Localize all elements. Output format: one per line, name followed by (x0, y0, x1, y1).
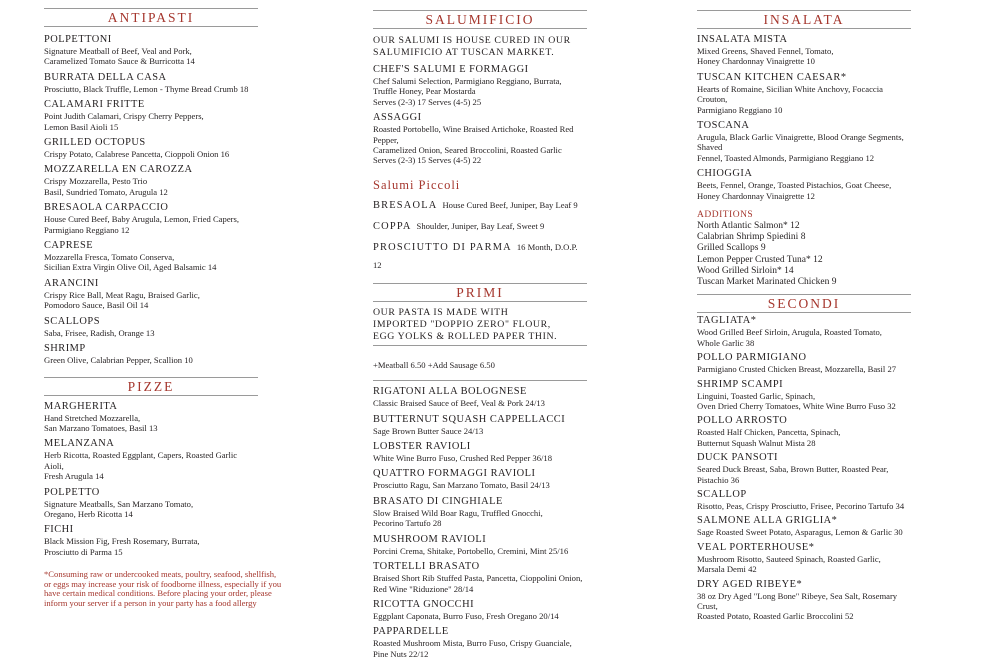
menu-item (697, 579, 911, 622)
menu-item-name: SHRIMP (44, 343, 86, 355)
menu-item-name: TORTELLI BRASATO (373, 561, 480, 573)
intro-line: EGG YOLKS & ROLLED PAPER THIN. (373, 330, 558, 342)
column-middle (373, 0, 587, 659)
menu-item (373, 496, 587, 529)
menu-item-name: CHIOGGIA (697, 168, 753, 180)
menu-item-description: Honey Chardonnay Vinaigrette 12 (697, 190, 815, 201)
menu-item (697, 515, 911, 537)
menu-item (44, 164, 258, 197)
intro-line: OUR PASTA IS MADE WITH (373, 306, 509, 318)
disclaimer-line: inform your server if a person in your party has a food allergy (44, 597, 257, 608)
menu-item-name: CAPRESE (44, 240, 94, 252)
menu-item (44, 343, 258, 365)
menu-item-description: Hand Stretched Mozzarella, (44, 412, 141, 423)
addition-item: Tuscan Market Marinated Chicken 9 (697, 277, 837, 288)
menu-item-description: Prosciutto di Parma 15 (44, 546, 123, 557)
menu-item-description: Crispy Mozzarella, Pesto Trio (44, 176, 148, 187)
menu-item (44, 487, 258, 520)
menu-item-description: Beets, Fennel, Orange, Toasted Pistachios, Goat Cheese, (697, 180, 892, 191)
menu-item-description: Point Judith Calamari, Crispy Cherry Peppers, (44, 111, 204, 122)
disclaimer-line: or eggs may increase your risk of foodborne illness, especially if you (44, 578, 282, 589)
menu-item-description: Braised Short Rib Stuffed Pasta, Pancetta, Cioppolini Onion, (373, 573, 583, 584)
menu-item (697, 542, 911, 575)
salumi-piccoli-title: Salumi Piccoli (373, 177, 461, 192)
menu-item-name: BURRATA DELLA CASA (44, 71, 167, 83)
primi-addons: +Meatball 6.50 +Add Sausage 6.50 (373, 359, 495, 370)
menu-item-name: SHRIMP SCAMPI (697, 378, 784, 390)
antipasti-list (44, 34, 258, 366)
menu-item-name: POLPETTONI (44, 34, 112, 45)
menu-item-name: BRESAOLA CARPACCIO (44, 202, 169, 214)
menu-item-description: Butternut Squash Walnut Mista 28 (697, 437, 816, 448)
menu-item-name: TAGLIATA* (697, 315, 757, 327)
menu-item-description: Sage Brown Butter Sauce 24/13 (373, 425, 484, 436)
addition-item: Calabrian Shrimp Spiedini 8 (697, 232, 806, 243)
menu-item-description: Porcini Crema, Shitake, Portobello, Cremini, Mint 25/16 (373, 545, 569, 556)
menu-item (373, 599, 587, 621)
menu-item (373, 626, 587, 659)
menu-item-description: Herb Ricotta, Roasted Eggplant, Capers, Roasted Garlic Aioli, (44, 450, 238, 471)
menu-item-description: Eggplant Caponata, Burro Fuso, Fresh Oregano 20/14 (373, 610, 559, 621)
pizze-list (44, 401, 258, 558)
menu-item-name: MARGHERITA (44, 400, 118, 412)
menu-item (44, 438, 258, 481)
section-title-salumificio: SALUMIFICIO (373, 10, 587, 29)
menu-item-description: Whole Garlic 38 (697, 337, 755, 348)
addition-item: Lemon Pepper Crusted Tuna* 12 (697, 254, 823, 265)
menu-item-description: Oven Dried Cherry Tomatoes, White Wine Burro Fuso 32 (697, 400, 896, 411)
menu-item (373, 468, 587, 490)
piccoli-item-description: Shoulder, Juniper, Bay Leaf, Sweet 9 (416, 220, 545, 231)
additions-list (697, 221, 911, 288)
menu-item-name: POLLO ARROSTO (697, 415, 788, 427)
menu-item-name: TUSCAN KITCHEN CAESAR* (697, 71, 847, 83)
piccoli-item-name: COPPA (373, 220, 412, 232)
menu-item (44, 202, 258, 235)
menu-item-description: Pecorino Tartufo 28 (373, 518, 442, 529)
menu-item-name: MUSHROOM RAVIOLI (373, 533, 487, 545)
menu-item-name: SCALLOP (697, 488, 747, 500)
menu-item-description: Sage Roasted Sweet Potato, Asparagus, Lemon & Garlic 30 (697, 527, 903, 538)
menu-item-description: Parmigiano Crusted Chicken Breast, Mozzarella, Basil 27 (697, 364, 897, 375)
salumi-piccoli-item (373, 195, 587, 213)
menu-item-description: Roasted Half Chicken, Pancetta, Spinach, (697, 427, 841, 438)
salumi-piccoli-item (373, 216, 587, 234)
menu-item-name: VEAL PORTERHOUSE* (697, 541, 815, 553)
menu-item-description: Sicilian Extra Virgin Olive Oil, Aged Balsamic 14 (44, 262, 217, 273)
menu-item-name: GRILLED OCTOPUS (44, 137, 146, 149)
menu-item-description: Roasted Mushroom Mista, Burro Fuso, Crispy Guanciale, (373, 638, 572, 649)
menu-item-description: Signature Meatballs, San Marzano Tomato, (44, 498, 194, 509)
menu-item-name: MELANZANA (44, 438, 115, 450)
section-title-secondi: SECONDI (697, 294, 911, 313)
intro-line: SALUMIFICIO AT TUSCAN MARKET. (373, 47, 555, 58)
menu-item-description: Serves (2-3) 15 Serves (4-5) 22 (373, 155, 482, 166)
menu-item-description: Mixed Greens, Shaved Fennel, Tomato, (697, 46, 834, 56)
menu-item-description: Serves (2-3) 17 Serves (4-5) 25 (373, 96, 482, 107)
menu-item-name: SALMONE ALLA GRIGLIA* (697, 515, 838, 527)
menu-item-name: RIGATONI ALLA BOLOGNESE (373, 386, 527, 398)
section-title-primi: PRIMI (373, 283, 587, 302)
primi-intro (373, 307, 587, 343)
menu-item-name: DUCK PANSOTI (697, 452, 778, 464)
menu-item-name: CHEF'S SALUMI E FORMAGGI (373, 64, 529, 75)
menu-item (44, 401, 258, 434)
menu-item-description: Parmigiano Reggiano 12 (44, 224, 130, 235)
menu-item-name: CALAMARI FRITTE (44, 99, 145, 111)
menu-item-description: Fennel, Toasted Almonds, Parmigiano Reggiano 12 (697, 152, 875, 163)
menu-item-description: Linguini, Toasted Garlic, Spinach, (697, 390, 816, 401)
menu-item-name: DRY AGED RIBEYE* (697, 578, 803, 590)
secondi-list (697, 315, 911, 622)
menu-item-description: Fresh Arugula 14 (44, 471, 104, 482)
menu-item-description: Truffle Honey, Pear Mostarda (373, 86, 476, 97)
primi-list (373, 386, 587, 659)
menu-item-description: Basil, Sundried Tomato, Arugula 12 (44, 186, 168, 197)
menu-item-description: House Cured Beef, Baby Arugula, Lemon, Fried Capers, (44, 214, 239, 225)
menu-item-name: POLPETTO (44, 486, 100, 498)
menu-item (44, 137, 258, 159)
menu-item-name: QUATTRO FORMAGGI RAVIOLI (373, 468, 536, 480)
menu-item-name: PAPPARDELLE (373, 626, 449, 638)
disclaimer-line: have certain medical conditions. Before placing your order, please (44, 588, 272, 599)
menu-item (697, 352, 911, 374)
menu-item (44, 240, 258, 273)
disclaimer-line: *Consuming raw or undercooked meats, poultry, seafood, shellfish, (44, 569, 277, 580)
menu-item-name: LOBSTER RAVIOLI (373, 441, 471, 453)
menu-item-description: Oregano, Herb Ricotta 14 (44, 508, 133, 519)
menu-item-description: Risotto, Peas, Crispy Prosciutto, Frisee, Pecorino Tartufo 34 (697, 500, 905, 511)
piccoli-item-description: 16 Month, D.O.P. 12 (373, 241, 578, 270)
menu-item-description: San Marzano Tomatoes, Basil 13 (44, 422, 158, 433)
menu-item-description: Black Mission Fig, Fresh Rosemary, Burrata, (44, 536, 200, 547)
menu-item-name: TOSCANA (697, 120, 750, 132)
menu-item-name: POLLO PARMIGIANO (697, 352, 807, 364)
menu-item-description: Caramelized Tomato Sauce & Burricotta 14 (44, 56, 195, 67)
menu-item-description: Signature Meatball of Beef, Veal and Pork, (44, 46, 192, 56)
menu-item-name: MOZZARELLA EN CAROZZA (44, 164, 193, 176)
menu-item-description: Pomodoro Sauce, Basil Oil 14 (44, 300, 149, 311)
salumificio-intro (373, 35, 587, 59)
addition-item: Wood Grilled Sirloin* 14 (697, 265, 794, 276)
menu-item-description: Green Olive, Calabrian Pepper, Scallion 10 (44, 355, 193, 366)
section-title-insalata: INSALATA (697, 10, 911, 29)
menu-item (373, 441, 587, 463)
menu-item-description: Prosciutto, Black Truffle, Lemon - Thyme Bread Crumb 18 (44, 83, 249, 94)
menu-item-description: Lemon Basil Aioli 15 (44, 121, 119, 132)
menu-item-description: Seared Duck Breast, Saba, Brown Butter, Roasted Pear, (697, 464, 889, 475)
intro-line: OUR SALUMI IS HOUSE CURED IN OUR (373, 35, 571, 46)
section-title-pizze: PIZZE (44, 377, 258, 396)
menu-item (697, 34, 911, 67)
menu-item (697, 72, 911, 115)
menu-item (373, 386, 587, 408)
section-title-antipasti: ANTIPASTI (44, 8, 258, 27)
menu-item (373, 561, 587, 594)
menu-item-description: Crispy Potato, Calabrese Pancetta, Cioppoli Onion 16 (44, 149, 230, 160)
salumi-piccoli-item (373, 237, 587, 273)
menu-item-description: Roasted Portobello, Wine Braised Artichoke, Roasted Red Pepper, (373, 124, 574, 145)
menu-item-description: Classic Braised Sauce of Beef, Veal & Pork 24/13 (373, 398, 545, 409)
menu-item-name: BUTTERNUT SQUASH CAPPELLACCI (373, 413, 566, 425)
menu-item-description: Saba, Frisee, Radish, Orange 13 (44, 327, 155, 338)
menu-item-description: Marsala Demi 42 (697, 564, 757, 575)
menu-item-description: Arugula, Black Garlic Vinaigrette, Blood Orange Segments, Shaved (697, 132, 904, 153)
additions-title: ADDITIONS (697, 210, 754, 221)
menu-item-name: ASSAGGI (373, 112, 422, 124)
salumi-piccoli-list (373, 195, 587, 273)
menu-item-name: INSALATA MISTA (697, 34, 788, 45)
menu-item (697, 315, 911, 348)
menu-item-description: Pistachio 36 (697, 474, 740, 485)
menu-item (373, 534, 587, 556)
menu-item (697, 489, 911, 511)
menu-item (44, 72, 258, 94)
intro-line: IMPORTED "DOPPIO ZERO" FLOUR, (373, 318, 551, 330)
menu-item-description: Crispy Rice Ball, Meat Ragu, Braised Garlic, (44, 289, 200, 300)
menu-item (697, 168, 911, 201)
menu-item (44, 99, 258, 132)
menu-item-description: Mozzarella Fresca, Tomato Conserva, (44, 252, 175, 263)
piccoli-item-name: PROSCIUTTO DI PARMA (373, 241, 512, 253)
menu-item-description: Roasted Potato, Roasted Garlic Broccolini 52 (697, 611, 854, 622)
menu-item-description: Chef Salumi Selection, Parmigiano Reggiano, Burrata, (373, 76, 562, 86)
menu-item (373, 64, 587, 107)
menu-item-name: FICHI (44, 524, 74, 536)
salumi-list (373, 64, 587, 166)
menu-item-description: Parmigiano Reggiano 10 (697, 104, 783, 115)
menu-item (44, 34, 258, 67)
menu-item-description: Caramelized Onion, Seared Broccolini, Roasted Garlic (373, 145, 562, 156)
menu-item (373, 414, 587, 436)
menu-item-name: SCALLOPS (44, 315, 100, 327)
menu-item-description: White Wine Burro Fuso, Crushed Red Pepper 36/18 (373, 453, 552, 464)
menu-item (44, 316, 258, 338)
menu-item (697, 379, 911, 412)
menu-item-description: Slow Braised Wild Boar Ragu, Truffled Gnocchi, (373, 507, 543, 518)
menu-item-description: Hearts of Romaine, Sicilian White Anchovy, Focaccia Crouton, (697, 83, 883, 105)
menu-item-description: Wood Grilled Beef Sirloin, Arugula, Roasted Tomato, (697, 327, 882, 338)
menu-item-description: Pine Nuts 22/12 (373, 648, 429, 659)
menu-item (697, 415, 911, 448)
menu-item (373, 112, 587, 166)
menu-item (44, 524, 258, 557)
addition-item: North Atlantic Salmon* 12 (697, 221, 800, 232)
menu-item-description: Mushroom Risotto, Sauteed Spinach, Roasted Garlic, (697, 553, 881, 564)
menu-item-description: Red Wine "Riduzione" 28/14 (373, 583, 474, 594)
menu-item-description: Honey Chardonnay Vinaigrette 10 (697, 56, 815, 67)
menu-item-name: BRASATO DI CINGHIALE (373, 495, 503, 507)
piccoli-item-description: House Cured Beef, Juniper, Bay Leaf 9 (442, 199, 578, 210)
addition-item: Grilled Scallops 9 (697, 243, 766, 254)
allergy-disclaimer (44, 570, 324, 608)
column-left (44, 0, 282, 609)
piccoli-item-name: BRESAOLA (373, 199, 438, 211)
menu-item-description: Prosciutto Ragu, San Marzano Tomato, Basil 24/13 (373, 480, 550, 491)
menu-item-name: ARANCINI (44, 277, 99, 289)
menu-item (697, 452, 911, 485)
menu-item-description: 38 oz Dry Aged "Long Bone" Ribeye, Sea Salt, Rosemary Crust, (697, 590, 898, 611)
menu-item (697, 120, 911, 163)
menu-item (44, 278, 258, 311)
column-right (697, 0, 911, 622)
insalata-list (697, 34, 911, 201)
menu-item-name: RICOTTA GNOCCHI (373, 598, 475, 610)
